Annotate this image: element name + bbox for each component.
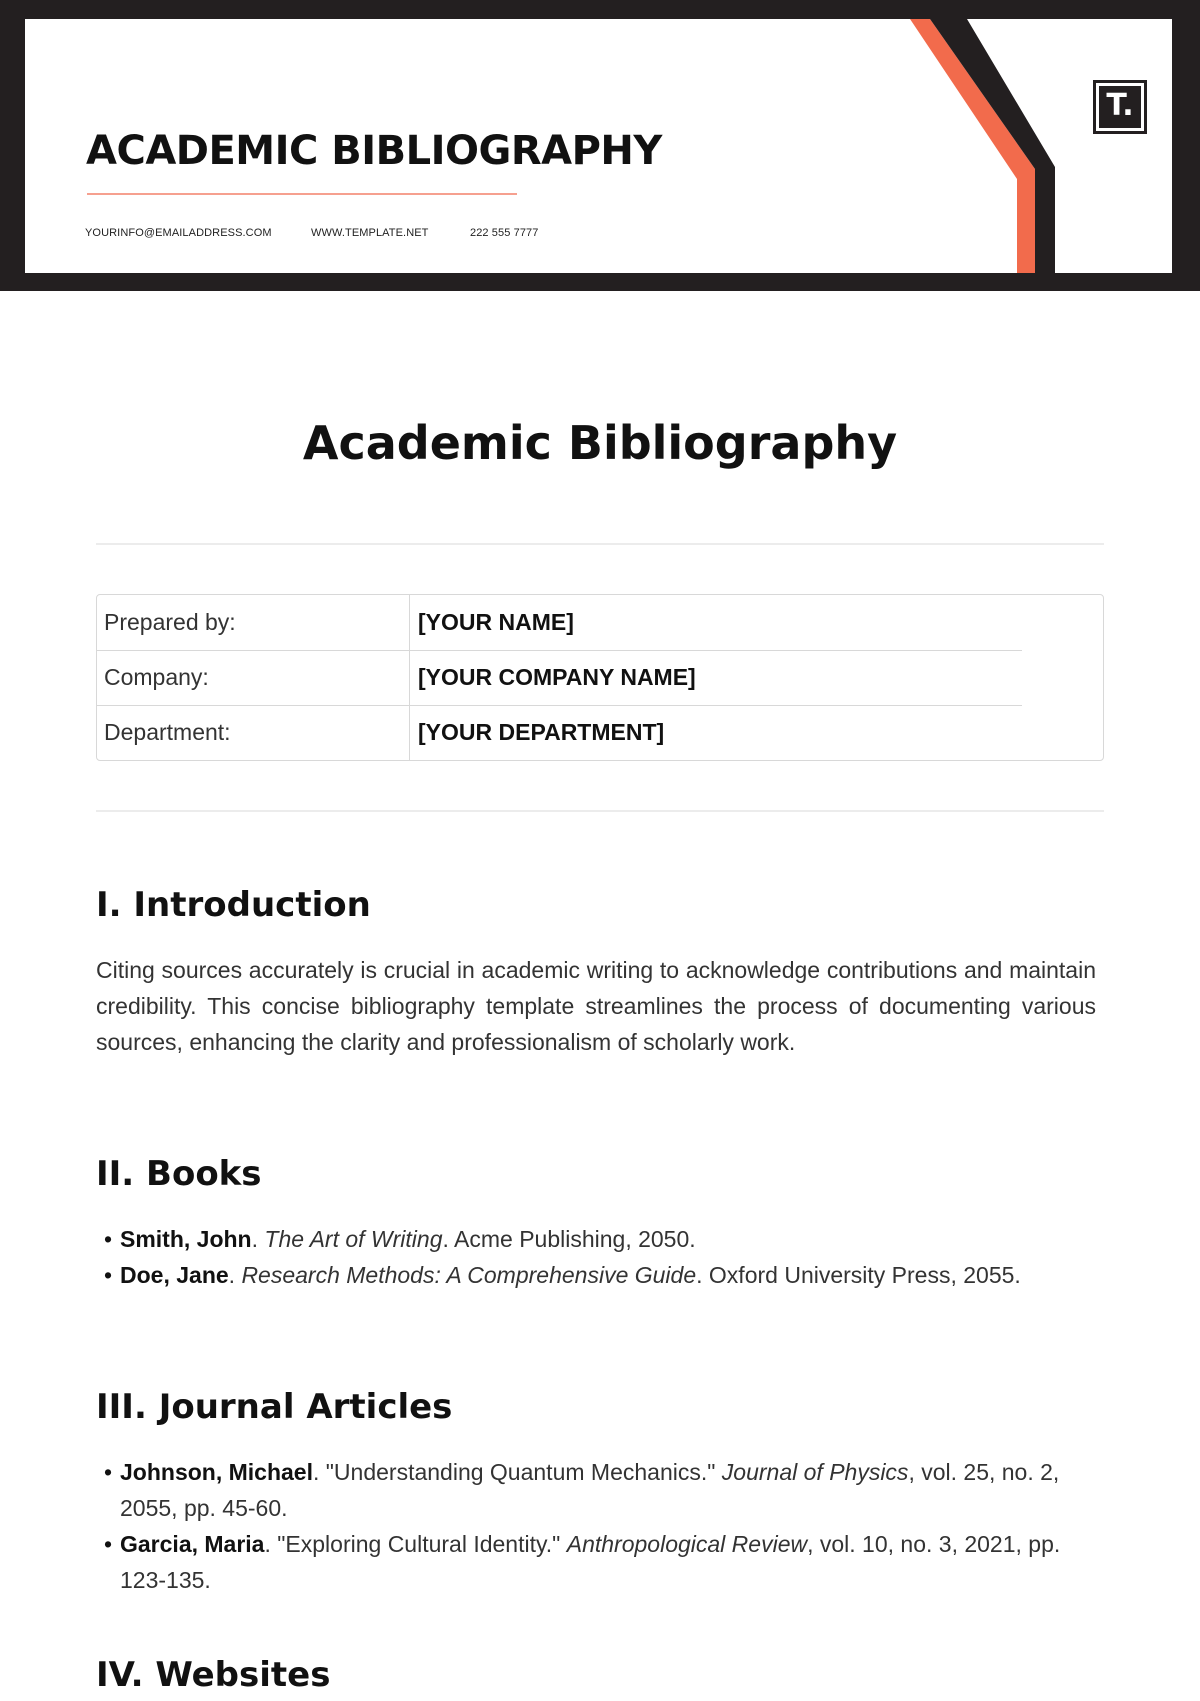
list-item [96,1221,1076,1257]
header-banner [0,0,1200,291]
section-heading-introduction: I. Introduction [96,885,371,925]
info-row-prepared-by [97,595,1103,650]
book-details: . Oxford University Press, 2055. [696,1262,1021,1288]
info-row-company [97,650,1103,705]
document-title: Academic Bibliography [302,416,898,470]
introduction-paragraph: Citing sources accurately is crucial in academic writing to acknowledge contributions and maintain credibility. This concise bibliography template streamlines the process of documenting various sources, enhancing the clarity and professionalism of scholarly work. [96,957,1096,1055]
info-value: [YOUR COMPANY NAME] [418,664,696,690]
article-title: . "Understanding Quantum Mechanics." [312,1459,722,1485]
info-table [96,594,1104,761]
section-heading-websites: IV. Websites [96,1655,331,1695]
header-email: YOURINFO@EMAILADDRESS.COM [85,227,272,239]
info-value: [YOUR NAME] [418,609,574,635]
info-value: [YOUR DEPARTMENT] [418,719,665,745]
books-list [96,1221,1076,1293]
article-details: , vol. 10, no. 3, 2021, pp. 123-135. [120,1531,1061,1593]
journal-name: Journal of Physics [721,1459,909,1485]
book-separator: . [228,1262,242,1288]
article-author: Johnson, Michael [120,1459,313,1485]
list-item [96,1526,1076,1598]
header-title: ACADEMIC BIBLIOGRAPHY [86,128,662,174]
list-item [96,1257,1076,1293]
article-details: , vol. 25, no. 2, 2055, pp. 45-60. [120,1459,1060,1521]
book-author: Smith, John [120,1226,252,1252]
header-card [25,19,1172,273]
list-item [96,1454,1076,1526]
book-details: . Acme Publishing, 2050. [442,1226,696,1252]
logo [1093,80,1147,134]
logo-icon: T. [1099,86,1141,128]
article-title: . "Exploring Cultural Identity." [264,1531,567,1557]
journals-list [96,1454,1076,1598]
section-heading-journals: III. Journal Articles [96,1387,453,1427]
book-author: Doe, Jane [120,1262,229,1288]
book-title: Research Methods: A Comprehensive Guide [241,1262,697,1288]
info-label: Company: [104,664,209,690]
divider-bottom [96,810,1104,812]
journal-name: Anthropological Review [566,1531,808,1557]
book-separator: . [251,1226,265,1252]
section-heading-books: II. Books [96,1154,262,1194]
header-phone: 222 555 7777 [470,227,539,239]
info-label: Department: [104,719,231,745]
header-title-underline [87,193,517,195]
header-website: WWW.TEMPLATE.NET [311,227,429,239]
divider-top [96,543,1104,545]
info-row-department [97,705,1103,760]
article-author: Garcia, Maria [120,1531,265,1557]
book-title: The Art of Writing [264,1226,443,1252]
info-label: Prepared by: [104,609,236,635]
